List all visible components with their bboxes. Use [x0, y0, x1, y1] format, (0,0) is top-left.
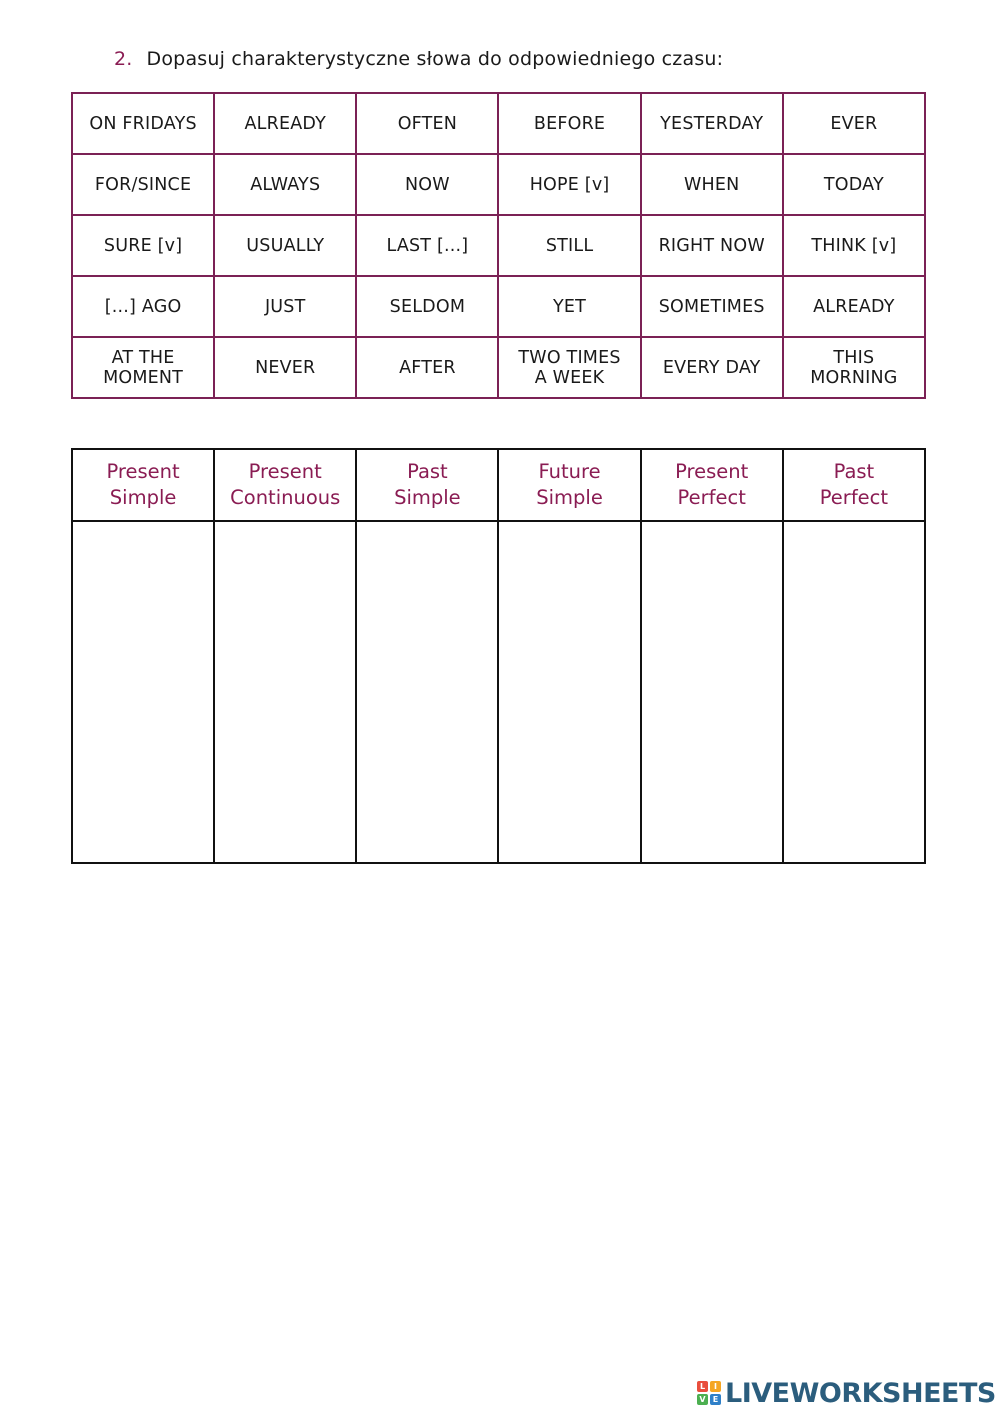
- word-tile[interactable]: [...] AGO: [72, 276, 214, 337]
- word-tile[interactable]: ALREADY: [783, 276, 925, 337]
- word-tile[interactable]: RIGHT NOW: [641, 215, 783, 276]
- tense-header-line1: Present: [675, 460, 749, 483]
- word-grid: [71, 92, 926, 399]
- word-tile[interactable]: EVERY DAY: [641, 337, 783, 398]
- word-row: [72, 93, 925, 154]
- tense-header-line1: Present: [248, 460, 322, 483]
- word-tile[interactable]: THIS MORNING: [783, 337, 925, 398]
- instruction: [114, 48, 723, 70]
- word-tile[interactable]: THINK [v]: [783, 215, 925, 276]
- word-tile[interactable]: USUALLY: [214, 215, 356, 276]
- word-tile[interactable]: SURE [v]: [72, 215, 214, 276]
- word-tile[interactable]: WHEN: [641, 154, 783, 215]
- word-row: [72, 276, 925, 337]
- tense-header: [214, 449, 356, 521]
- word-tile[interactable]: BEFORE: [498, 93, 640, 154]
- word-tile[interactable]: TODAY: [783, 154, 925, 215]
- tense-drop-zone[interactable]: [783, 521, 925, 863]
- logo-text: LIVEWORKSHEETS: [725, 1377, 996, 1409]
- word-tile[interactable]: FOR/SINCE: [72, 154, 214, 215]
- tense-header-line2: Continuous: [230, 486, 341, 509]
- tense-header-line1: Future: [538, 460, 601, 483]
- word-tile[interactable]: JUST: [214, 276, 356, 337]
- word-tile[interactable]: OFTEN: [356, 93, 498, 154]
- word-row: [72, 215, 925, 276]
- tense-header: [641, 449, 783, 521]
- tense-drop-zone[interactable]: [641, 521, 783, 863]
- tense-header-line2: Simple: [536, 486, 603, 509]
- tense-header: [783, 449, 925, 521]
- word-tile[interactable]: SOMETIMES: [641, 276, 783, 337]
- word-tile[interactable]: YESTERDAY: [641, 93, 783, 154]
- tense-header-line1: Present: [106, 460, 180, 483]
- word-tile[interactable]: ALWAYS: [214, 154, 356, 215]
- liveworksheets-logo: [697, 1378, 996, 1408]
- instruction-number: 2.: [114, 48, 133, 70]
- word-tile[interactable]: STILL: [498, 215, 640, 276]
- word-tile[interactable]: EVER: [783, 93, 925, 154]
- instruction-text: Dopasuj charakterystyczne słowa do odpowiedniego czasu:: [146, 48, 724, 70]
- tense-header: [356, 449, 498, 521]
- tense-drop-zone[interactable]: [356, 521, 498, 863]
- word-tile[interactable]: LAST [...]: [356, 215, 498, 276]
- word-tile[interactable]: NEVER: [214, 337, 356, 398]
- tense-table: [71, 448, 926, 864]
- word-tile[interactable]: HOPE [v]: [498, 154, 640, 215]
- tense-header-line2: Simple: [394, 486, 461, 509]
- word-tile[interactable]: SELDOM: [356, 276, 498, 337]
- logo-blocks-icon: L I V E: [697, 1381, 721, 1405]
- tense-drop-zone[interactable]: [498, 521, 640, 863]
- word-tile[interactable]: YET: [498, 276, 640, 337]
- tense-drop-zone[interactable]: [214, 521, 356, 863]
- tense-header-line2: Perfect: [819, 486, 889, 509]
- tense-drop-zone[interactable]: [72, 521, 214, 863]
- tense-header-line2: Simple: [109, 486, 177, 509]
- word-tile[interactable]: AFTER: [356, 337, 498, 398]
- word-tile[interactable]: NOW: [356, 154, 498, 215]
- tense-header-line1: Past: [833, 460, 875, 483]
- word-row: [72, 337, 925, 398]
- word-tile[interactable]: ON FRIDAYS: [72, 93, 214, 154]
- word-tile[interactable]: TWO TIMES A WEEK: [498, 337, 640, 398]
- word-tile[interactable]: ALREADY: [214, 93, 356, 154]
- tense-header-line2: Perfect: [677, 486, 746, 509]
- word-tile[interactable]: AT THE MOMENT: [72, 337, 214, 398]
- tense-header: [72, 449, 214, 521]
- word-row: [72, 154, 925, 215]
- tense-header: [498, 449, 640, 521]
- tense-header-line1: Past: [407, 460, 448, 483]
